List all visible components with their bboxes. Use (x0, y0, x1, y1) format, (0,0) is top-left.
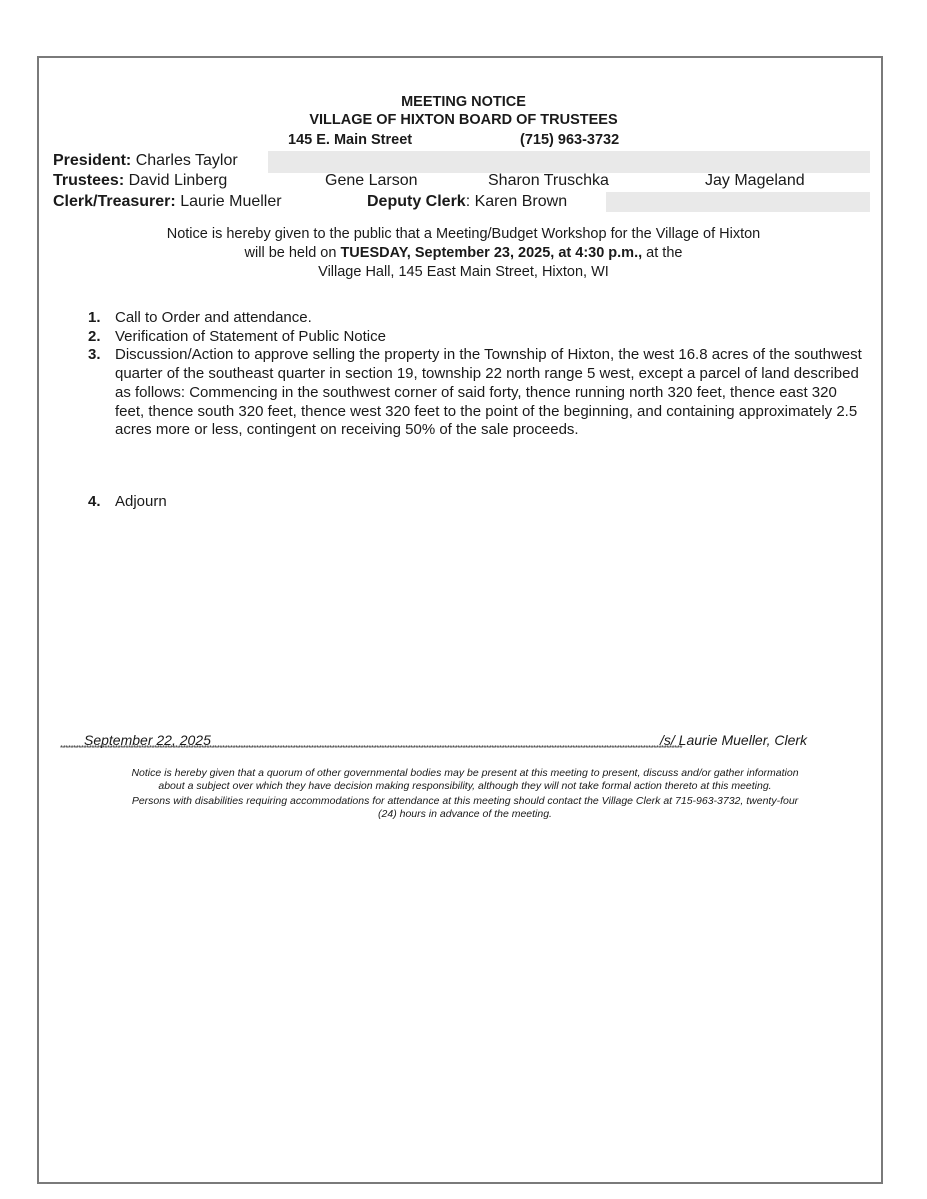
notice-text: will be held on (244, 245, 341, 261)
agenda-item (88, 346, 868, 440)
notice-title: MEETING NOTICE (401, 94, 526, 110)
officers-block (53, 151, 871, 213)
footer-line: (24) hours in advance of the meeting. (378, 808, 552, 820)
trustee-name: Sharon Truschka (488, 172, 609, 189)
trustee-name: Gene Larson (325, 172, 418, 189)
agenda-text: Adjourn (115, 493, 167, 510)
clerk-name: Laurie Mueller (180, 193, 282, 210)
footer-line: about a subject over which they have decision making responsibility, although they will not take formal action thereto at this meeting. (158, 780, 772, 792)
agenda-number: 1. (88, 309, 101, 326)
notice-line (0, 244, 927, 263)
meeting-datetime: TUESDAY, September 23, 2025, at 4:30 p.m., (340, 245, 643, 261)
agenda-number: 4. (88, 493, 101, 510)
clerk-label: Clerk/Treasurer: (53, 193, 176, 210)
notice-line: Village Hall, 145 East Main Street, Hixton, WI (318, 264, 609, 280)
trustees-label: Trustees: (53, 172, 125, 189)
agenda-text: Discussion/Action to approve selling the property in the Township of Hixton, the west 16.8 acres of the southwest quarter of the southeast quarter in section 19, township 22 north range 5 west, except a parcel of land described as follows: Commencing in the southwest corner of said forty, thence running north 320 feet, thence east 320 feet, thence south 320 feet, thence west 320 feet to the point of the beginning, and containing approximately 2.5 acres more or less, contingent on receiving 50% of the sale proceeds. (115, 346, 862, 439)
trustee-name: Jay Mageland (705, 172, 805, 189)
notice-text: at the (642, 245, 683, 261)
notice-line: Notice is hereby given to the public that a Meeting/Budget Workshop for the Village of Hixton (166, 226, 761, 242)
footer-line: Persons with disabilities requiring accommodations for attendance at this meeting should contact the Village Clerk at 715-963-3732, twenty-four (131, 795, 799, 807)
president-row (53, 151, 238, 171)
address: 145 E. Main Street (288, 132, 413, 148)
agenda-list (88, 309, 868, 440)
agenda-item (88, 328, 868, 347)
phone: (715) 963-3732 (520, 132, 620, 148)
agenda-text: Verification of Statement of Public Notice (115, 327, 386, 345)
deputy-name: : Karen Brown (465, 193, 568, 210)
agenda-number: 2. (88, 327, 101, 345)
footer-line: Notice is hereby given that a quorum of other governmental bodies may be present at this meeting to present, discuss and/or gather information (131, 767, 799, 779)
trustee-name: David Linberg (128, 172, 228, 189)
signature-date: September 22, 2025 (84, 732, 211, 748)
president-label: President: (53, 152, 132, 169)
agenda-item (88, 493, 167, 511)
agenda-text: Call to Order and attendance. (115, 309, 312, 326)
agenda-number: 3. (88, 346, 101, 364)
president-name: Charles Taylor (135, 152, 238, 169)
signature-name: /s/ Laurie Mueller, Clerk (660, 732, 808, 748)
board-name: VILLAGE OF HIXTON BOARD OF TRUSTEES (309, 112, 618, 128)
clerk-row (53, 192, 871, 212)
deputy-label: Deputy Clerk (367, 193, 466, 210)
agenda-item (88, 309, 868, 328)
trustees-row (53, 171, 871, 191)
asterisk-divider: ********************************************************************************************************************************************************************************************************************************************** (60, 745, 682, 753)
